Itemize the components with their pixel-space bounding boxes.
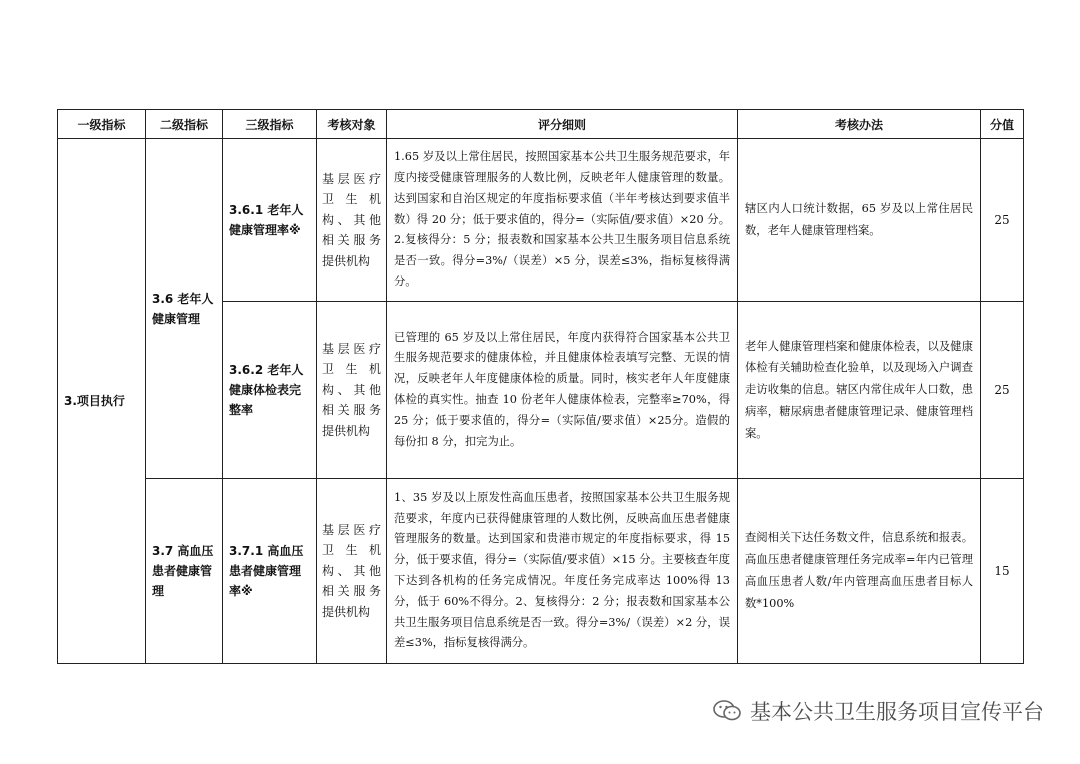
level2-cell: 3.6 老年人健康管理 [146,139,223,479]
table-header-row [58,110,1024,139]
method-cell: 老年人健康管理档案和健康体检表，以及健康体检有关辅助检查化验单，以及现场入户调查走访收集的信息。辖区内常住成年人口数，患病率，糖尿病患者健康管理记录、健康管理档案。 [738,302,981,479]
level1-cell: 3.项目执行 [58,139,146,664]
level3-cell: 3.6.1 老年人健康管理率※ [223,139,317,302]
level2-cell: 3.7 高血压患者健康管理 [146,479,223,664]
method-cell: 查阅相关下达任务数文件，信息系统和报表。高血压患者健康管理任务完成率=年内已管理高血压患者人数/年内管理高血压患者目标人数*100% [738,479,981,664]
header-detail: 评分细则 [387,110,738,139]
footer-text: 基本公共卫生服务项目宣传平台 [750,700,1044,724]
footer-source [712,696,1044,726]
table-row [58,479,1024,664]
method-cell: 辖区内人口统计数据，65 岁及以上常住居民数，老年人健康管理档案。 [738,139,981,302]
assessment-table [57,109,1024,664]
score-cell: 25 [981,302,1024,479]
detail-cell: 1、35 岁及以上原发性高血压患者，按照国家基本公共卫生服务规范要求，年度内已获得健康管理的人数比例，反映高血压患者健康管理服务的数量。达到国家和贵港市规定的年度指标要求，得 15 分，低于要求值，得分=（实际值/要求值）×15 分。主要核查年度下达到各机构的任务完成情况。年度任务完成率达 100%得 13 分，低于 60%不得分。2、复核得分：2 分；报表数和国家基本公共卫生服务项目信息系统是否一致。得分=3%/（误差）×2 分，误差≤3%，指标复核得满分。 [387,479,738,664]
target-cell: 基层医疗卫生机构、其他相关服务提供机构 [317,479,387,664]
target-cell: 基层医疗卫生机构、其他相关服务提供机构 [317,139,387,302]
score-cell: 25 [981,139,1024,302]
score-cell: 15 [981,479,1024,664]
header-target: 考核对象 [317,110,387,139]
header-score: 分值 [981,110,1024,139]
wechat-icon [712,699,742,723]
detail-cell: 已管理的 65 岁及以上常住居民，年度内获得符合国家基本公共卫生服务规范要求的健康体检，并且健康体检表填写完整、无误的情况，反映老年人年度健康体检的质量。同时，核实老年人年度健康体检的真实性。抽查 10 份老年人健康体检表，完整率≥70%，得 25 分；低于要求值的，得分=（实际值/要求值）×25分。造假的每份扣 8 分，扣完为止。 [387,302,738,479]
level3-cell: 3.7.1 高血压患者健康管理率※ [223,479,317,664]
table-row [58,139,1024,302]
header-method: 考核办法 [738,110,981,139]
detail-cell: 1.65 岁及以上常住居民，按照国家基本公共卫生服务规范要求，年度内接受健康管理服务的人数比例，反映老年人健康管理的数量。达到国家和自治区规定的年度指标要求值（半年考核达到要求值半数）得 20 分；低于要求值的，得分=（实际值/要求值）×20 分。2.复核得分：5 分；报表数和国家基本公共卫生服务项目信息系统是否一致。得分=3%/（误差）×5 分，误差≤3%，指标复核得满分。 [387,139,738,302]
header-level2: 二级指标 [146,110,223,139]
header-level3: 三级指标 [223,110,317,139]
header-level1: 一级指标 [58,110,146,139]
target-cell: 基层医疗卫生机构、其他相关服务提供机构 [317,302,387,479]
level3-cell: 3.6.2 老年人健康体检表完整率 [223,302,317,479]
